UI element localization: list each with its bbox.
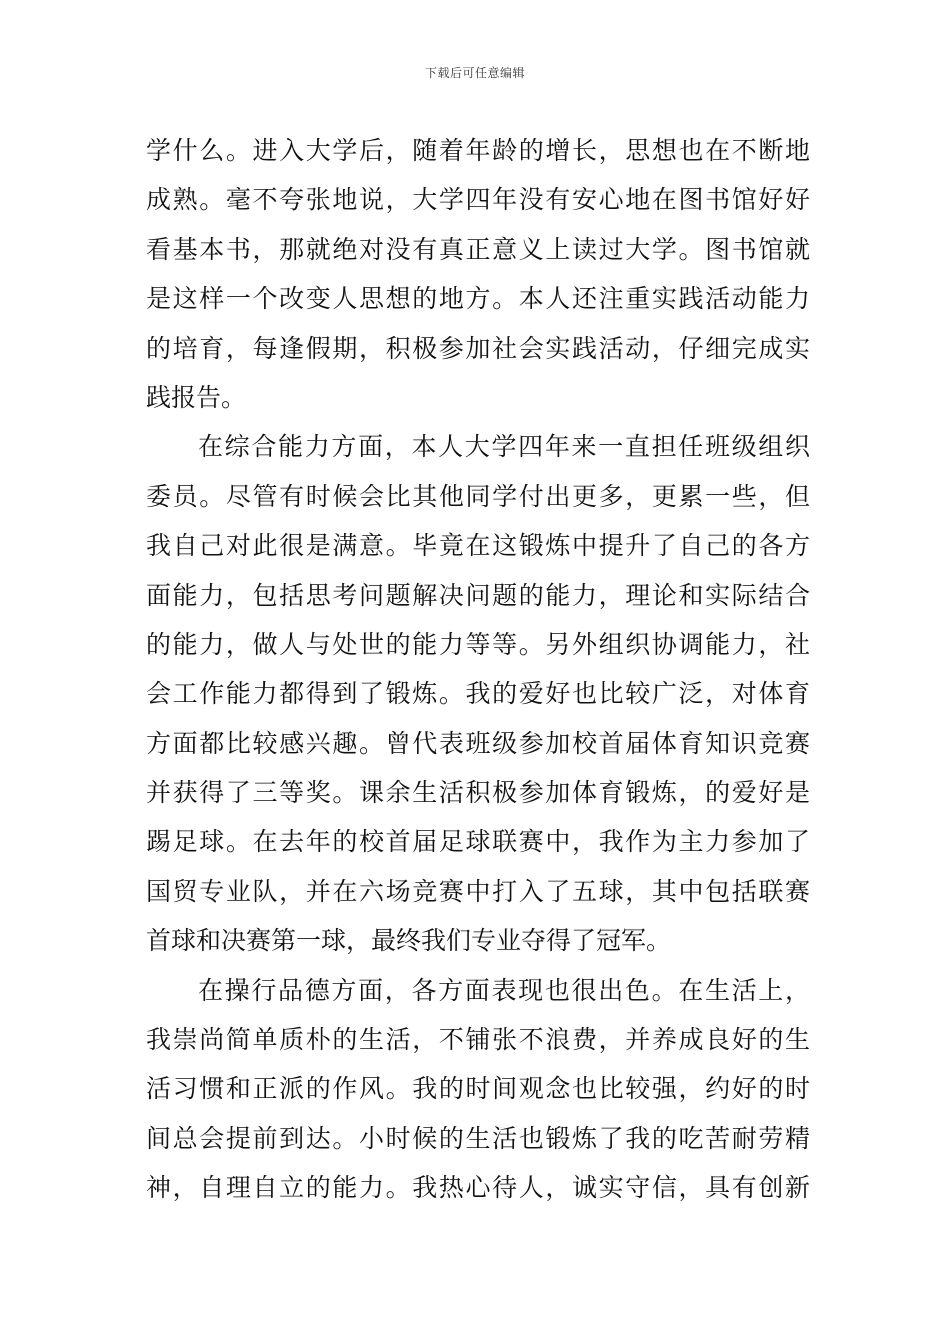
paragraph-2	[146, 422, 810, 965]
paragraph-3	[146, 966, 810, 1213]
paragraph-line: 的能力，做人与处世的能力等等。另外组织协调能力，社	[146, 629, 810, 659]
document-body	[146, 126, 810, 1213]
paragraph-line: 方面都比较感兴趣。曾代表班级参加校首届体育知识竞赛	[146, 728, 810, 758]
paragraph-line: 国贸专业队，并在六场竞赛中打入了五球，其中包括联赛	[146, 876, 810, 906]
paragraph-line: 踢足球。在去年的校首届足球联赛中，我作为主力参加了	[146, 827, 810, 857]
page-header: 下载后可任意编辑	[424, 66, 525, 80]
paragraph-line: 在综合能力方面，本人大学四年来一直担任班级组织	[198, 432, 810, 462]
paragraph-line: 践报告。	[146, 382, 247, 412]
paragraph-1	[146, 126, 810, 422]
paragraph-line: 我崇尚简单质朴的生活，不铺张不浪费，并养成良好的生	[146, 1025, 810, 1055]
paragraph-line: 在操行品德方面，各方面表现也很出色。在生活上，	[198, 975, 810, 1005]
paragraph-line: 成熟。毫不夸张地说，大学四年没有安心地在图书馆好好	[146, 185, 810, 215]
paragraph-line: 看基本书，那就绝对没有真正意义上读过大学。图书馆就	[146, 234, 810, 264]
paragraph-line: 的培育，每逢假期，积极参加社会实践活动，仔细完成实	[146, 333, 810, 363]
paragraph-line: 间总会提前到达。小时候的生活也锻炼了我的吃苦耐劳精	[146, 1123, 810, 1153]
paragraph-line: 是这样一个改变人思想的地方。本人还注重实践活动能力	[146, 284, 810, 314]
paragraph-line: 并获得了三等奖。课余生活积极参加体育锻炼，的爱好是	[146, 778, 810, 808]
paragraph-line: 我自己对此很是满意。毕竟在这锻炼中提升了自己的各方	[146, 531, 810, 561]
paragraph-line: 面能力，包括思考问题解决问题的能力，理论和实际结合	[146, 580, 810, 610]
paragraph-line: 学什么。进入大学后，随着年龄的增长，思想也在不断地	[146, 136, 810, 165]
paragraph-line: 神，自理自立的能力。我热心待人，诚实守信，具有创新	[146, 1173, 810, 1203]
paragraph-line: 会工作能力都得到了锻炼。我的爱好也比较广泛，对体育	[146, 679, 810, 709]
paragraph-line: 活习惯和正派的作风。我的时间观念也比较强，约好的时	[146, 1074, 810, 1104]
paragraph-line: 委员。尽管有时候会比其他同学付出更多，更累一些，但	[146, 481, 810, 511]
paragraph-line: 首球和决赛第一球，最终我们专业夺得了冠军。	[146, 926, 672, 956]
